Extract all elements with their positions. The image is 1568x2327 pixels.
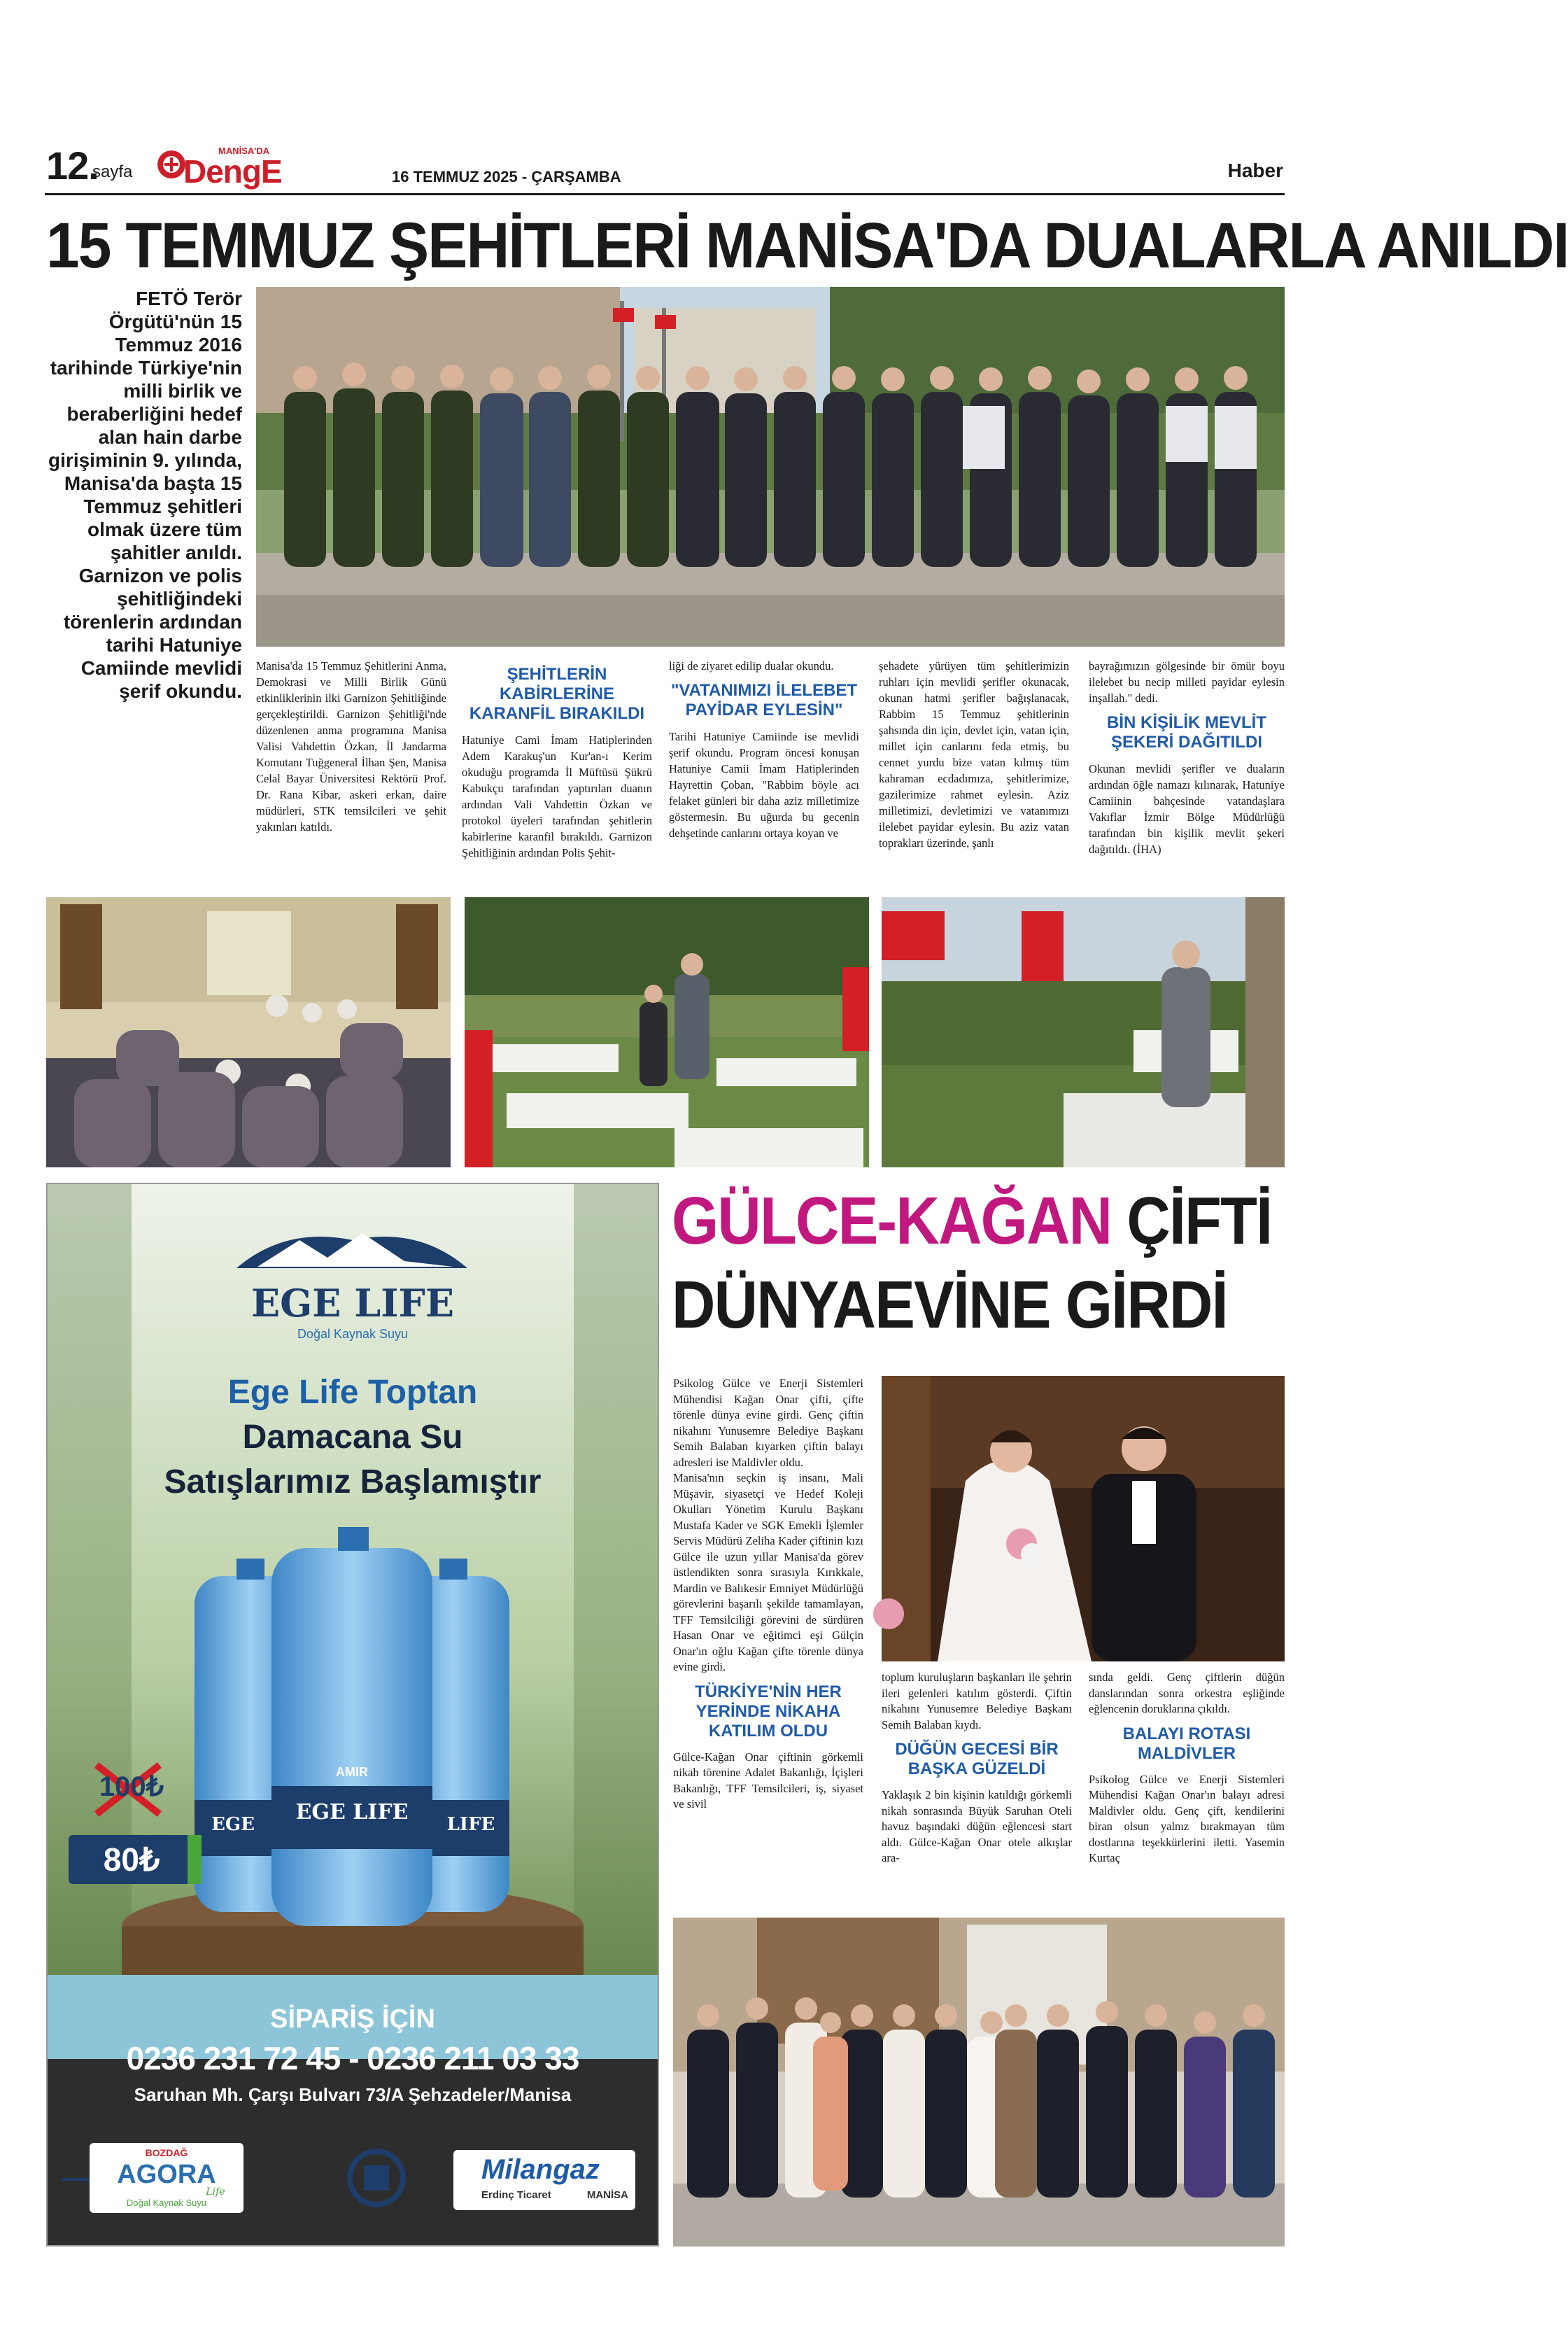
- ad-new-price: 80₺: [103, 1841, 160, 1878]
- ad-old-price: 100₺: [99, 1771, 164, 1802]
- ad-bottle-label-left: EGE: [211, 1814, 255, 1835]
- wedding-headline-rest: ÇİFTİ: [1111, 1183, 1272, 1258]
- ceremony-group-photo: [256, 287, 1285, 647]
- article2-column-3: [1089, 1670, 1285, 1866]
- ad-headline-3: Satışlarımız Başlamıştır: [164, 1463, 542, 1500]
- article-headline: 15 TEMMUZ ŞEHİTLERİ MANİSA'DA DUALARLA ANILDI: [46, 210, 1568, 281]
- logo-main-text: DengE: [183, 153, 282, 190]
- article1-column-3: [669, 658, 859, 841]
- article1-column-5: [1089, 658, 1285, 857]
- wedding-headline-line-2: DÜNYAEVİNE GİRDİ: [672, 1267, 1227, 1342]
- article2-col1-text-1: Psikolog Gülce ve Enerji Sistemleri Mühendisi Kağan Onar çifti, çifte törenle dünya evine girdi. Genç çiftin nikahını Yunusemre Belediye Başkanı Semih Balaban kıyarken çiftin balayı adresleri ise Maldivler oldu.: [673, 1377, 863, 1469]
- ad-address: Saruhan Mh. Çarşı Bulvarı 73/A Şehzadeler/Manisa: [134, 2084, 572, 2105]
- article1-column-1: [256, 658, 446, 835]
- article1-column-4: [879, 658, 1069, 851]
- article1-col3-text-1: liği de ziyaret edilip dualar okundu.: [669, 659, 834, 673]
- wedding-guests-photo: [673, 1918, 1285, 2247]
- governor-grave-photo: [882, 897, 1285, 1167]
- page-number: 12.: [46, 143, 99, 188]
- partner-agora-sub: Doğal Kaynak Suyu: [126, 2198, 207, 2208]
- article2-col3-text-2: Psikolog Gülce ve Enerji Sistemleri Mühendisi Kağan Onar'ın balayı adresi Maldivler oldu. Genç çift, kendilerini biran olsun yalnız bırakmayan tüm dostlarına teşekkürlerini iletti. Yasemin Kurtaç: [1089, 1772, 1285, 1864]
- ad-bottle-label-right: LIFE: [446, 1814, 495, 1835]
- wedding-headline-names: GÜLCE-KAĞAN: [672, 1183, 1112, 1258]
- partner-milangaz-sub: Erdinç Ticaret: [481, 2189, 551, 2201]
- partner-milangaz-logo: [453, 2150, 635, 2210]
- article1-col5-text-1: bayrağımızın gölgesinde bir ömür boyu ilelebet bu necip milleti payidar eylesin inşallah." dedi.: [1089, 659, 1285, 705]
- article1-col1-text: Manisa'da 15 Temmuz Şehitlerini Anma, Demokrasi ve Milli Birlik Günü etkinliklerinin ilki Garnizon Şehitliğinde gerçekleştirildi. Garnizon Şehitliği'nde düzenlenen anma programına Manisa Valisi Vahdettin Özkan, İl Jandarma Komutanı Tuğgeneral İlhan Şen, Manisa Celal Bayar Üniversitesi Rektörü Prof. Dr. Rana Kibar, askeri erkan, daire müdürleri, STK temsilcileri ve şehit yakınları katıldı.: [256, 659, 446, 834]
- partner-agora-tag: Life: [206, 2186, 225, 2198]
- article1-col3-text-2: Tarihi Hatuniye Camiinde ise mevlidi şerif okundu. Program öncesi konuşan Hatuniye Camii İmam Hatiplerinden Hayrettin Çoban, "Rabbim böyle acı felaket günleri bir daha aziz milletimize göstermesin. Bu uğurda bu gecenin dehşetinde canlarını ortaya koyan ve: [669, 730, 859, 840]
- article2-col1-text-2: Manisa'nın seçkin iş insanı, Mali Müşavir, siyasetçi ve Hedef Koleji Okulları Yönetim Kurulu Başkanı Mustafa Kader ve SGK Emekli İşlemler Servis Müdürü Zeliha Kader çiftinin kızı Gülce ile uzun yıllar Manisa'da görev üstlendikten sonra sırasıyla Kırıkkale, Mardin ve Balıkesir Emniyet Müdürlüğü görevlerini başarılı şekilde tamamlayan, TFF Temsilciliği görevini de sürdüren Hasan Onar ve eğitimci eşi Gülçin Onar'ın oğlu Kağan çifte törenle dünya evine girdi.: [673, 1471, 863, 1673]
- article2-col2-text-2: Yaklaşık 2 bin kişinin katıldığı görkemli nikah sonrasında Büyük Saruhan Oteli havuz başındaki düğün eğlencesi start aldı. Gülce-Kağan Onar otele alkışlar ara-: [882, 1788, 1072, 1864]
- cemetery-carnation-photo: [465, 897, 869, 1167]
- ad-headline-2: Damacana Su: [242, 1419, 463, 1456]
- ad-bottle-cap-text: AMIR: [336, 1765, 368, 1779]
- article2-col3-text-1: sında geldi. Genç çiftlerin düğün danslarından sonra orkestra eşliğinde eğlencenin doruklarına çıkıldı.: [1089, 1671, 1285, 1715]
- bride-groom-photo: [882, 1376, 1285, 1661]
- partner-agora-small: BOZDAĞ: [145, 2147, 188, 2158]
- logo-small-text: MANİSA'DA: [218, 146, 270, 156]
- partner-milangaz-name: Milangaz: [481, 2154, 600, 2185]
- partner-milangaz-city: MANİSA: [586, 2189, 628, 2201]
- ad-brand: EGE LIFE: [251, 1281, 454, 1326]
- article1-subheading-1: ŞEHİTLERİN KABİRLERİNE KARANFİL BIRAKILDI: [469, 665, 645, 723]
- ad-bottle-label: EGE LIFE: [295, 1800, 409, 1825]
- article2-column-2: [882, 1670, 1072, 1866]
- article1-col4-text: şehadete yürüyen tüm şehitlerimizin ruhları için mevlidi şerifler okunacak, okunan hatmi şerifler bağışlanacak, Rabbim 15 Temmuz şehitlerinin şahsında din için, devlet için, vatan için, millet için canlarını feda etmiş, bu cennet yurdu bize vatan kılmış tüm kahraman ecdadımıza, şehitlerimize, gazilerimize rahmet eylesin. Aziz milletimizi, devletimizi ve vatanımızı ilelebet payidar eylesin. Bu aziz vatan toprakları üzerinde, şanlı: [879, 659, 1069, 850]
- section-label: Haber: [1227, 160, 1283, 181]
- article2-col2-text-1: toplum kuruluşların başkanları ile şehrin ileri gelenleri katılım gösterdi. Çiftin nikahını Yunusemre Belediye Başkanı Semih Balaban kıydı.: [882, 1671, 1072, 1731]
- partner-agora-logo: [90, 2143, 243, 2213]
- ad-brand-sub: Doğal Kaynak Suyu: [297, 1327, 409, 1341]
- article2-col1-text-3: Gülce-Kağan Onar çiftinin görkemli nikah törenine Adalet Bakanlığı, İçişleri Bakanlığı, TFF Temsilcileri, iş, siyaset ve sivil: [673, 1750, 863, 1811]
- article2-subheading-2: DÜĞÜN GECESİ BİR BAŞKA GÜZELDİ: [895, 1740, 1059, 1778]
- article1-subheading-3: BİN KİŞİLİK MEVLİT ŞEKERİ DAĞITILDI: [1107, 713, 1266, 752]
- issue-date: 16 TEMMUZ 2025 - ÇARŞAMBA: [392, 168, 621, 185]
- article1-col5-text-2: Okunan mevlidi şerifler ve duaların ardından öğle namazı kılınarak, Hatuniye Camiinin bahçesinde vatandaşlara Vakıflar İzmir Bölge Müdürlüğü tarafından bin kişilik mevlit şekeri dağıtıldı. (İHA): [1089, 762, 1285, 856]
- article2-subheading-1: TÜRKİYE'NİN HER YERİNDE NİKAHA KATILIM OLDU: [695, 1682, 842, 1741]
- ege-life-advertisement[interactable]: [46, 1183, 659, 2247]
- ad-headline-1: Ege Life Toptan: [227, 1374, 478, 1411]
- mosque-mevlid-photo: [46, 897, 451, 1167]
- article1-subheading-2: "VATANIMIZI İLELEBET PAYİDAR EYLESİN": [670, 681, 858, 719]
- article1-column-2: [462, 658, 652, 861]
- article2-column-1: [673, 1376, 863, 1813]
- article2-subheading-3: BALAYI ROTASI MALDİVLER: [1122, 1724, 1251, 1763]
- header-divider: [45, 193, 1285, 195]
- ad-order-label: SİPARİŞ İÇİN: [270, 2004, 435, 2034]
- wedding-headline-line-1: [672, 1183, 1271, 1260]
- article-lead: FETÖ Terör Örgütü'nün 15 Temmuz 2016 tarihinde Türkiye'nin milli birlik ve beraberliğini hedef alan hain darbe girişiminin 9. yılında, Manisa'da başta 15 Temmuz şehitleri olmak üzere tüm şahitler anıldı. Garnizon ve polis şehitliğindeki törenlerin ardından tarihi Hatuniye Camiinde mevlidi şerif okundu.: [48, 288, 242, 702]
- page-number-suffix: sayfa: [92, 162, 133, 181]
- ad-phone-numbers[interactable]: 0236 231 72 45 - 0236 211 03 33: [126, 2040, 579, 2076]
- partner-agora-name: AGORA: [117, 2160, 216, 2189]
- article1-col2-text: Hatuniye Cami İmam Hatiplerinden Adem Karakuş'un Kur'an-ı Kerim okuduğu programda İl Müftüsü Şükrü Kabukçu tarafından yaptırılan duanın ardından Vali Vahdettin Özkan ve protokol üyeleri tarafından şehitlerin kabirlerine karanfil bırakıldı. Garnizon Şehitliğinin ardından Polis Şehit-: [462, 733, 652, 859]
